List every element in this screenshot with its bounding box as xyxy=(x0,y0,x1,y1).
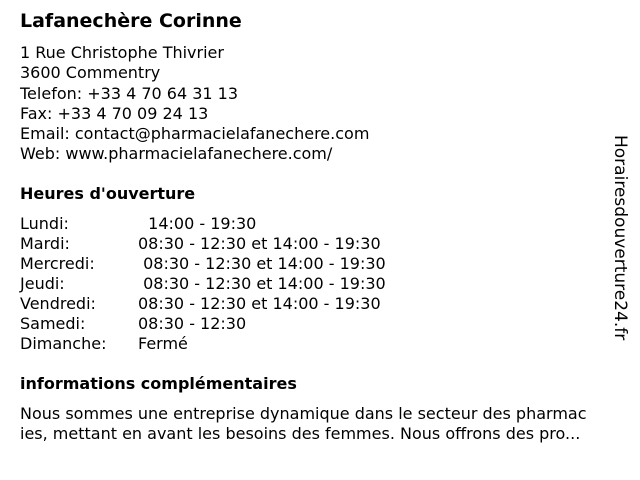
day-label: Mardi: xyxy=(20,234,70,253)
time-range: 08:30 - 12:30 et 14:00 - 19:30 xyxy=(138,274,386,293)
time-range: 08:30 - 12:30 et 14:00 - 19:30 xyxy=(138,254,386,273)
day-label: Vendredi: xyxy=(20,294,96,313)
description-line: ies, mettant en avant les besoins des femmes. Nous offrons des pro... xyxy=(20,424,581,443)
hours-row xyxy=(20,214,386,234)
description xyxy=(20,404,632,444)
hours-row xyxy=(20,254,386,274)
day-label: Mercredi: xyxy=(20,254,95,273)
hours-row xyxy=(20,274,386,294)
hours-heading: Heures d'ouverture xyxy=(20,184,196,203)
watermark-text: Horairesdouverture24.fr xyxy=(610,135,630,341)
hours-row xyxy=(20,314,386,334)
info-heading: informations complémentaires xyxy=(20,374,297,393)
hours-table xyxy=(20,214,386,354)
hours-row xyxy=(20,334,386,354)
day-label: Dimanche: xyxy=(20,334,107,353)
description-line: Nous sommes une entreprise dynamique dans le secteur des pharmac xyxy=(20,404,587,423)
hours-row xyxy=(20,234,386,254)
time-range: 08:30 - 12:30 et 14:00 - 19:30 xyxy=(138,234,381,253)
contact-block xyxy=(20,43,369,165)
time-range: 08:30 - 12:30 et 14:00 - 19:30 xyxy=(138,294,381,313)
business-name: Lafanechère Corinne xyxy=(20,10,242,32)
hours-row xyxy=(20,294,386,314)
time-range: Fermé xyxy=(138,334,188,353)
fax-line: Fax: +33 4 70 09 24 13 xyxy=(20,103,209,123)
address-city: 3600 Commentry xyxy=(20,63,161,83)
address-street: 1 Rue Christophe Thivrier xyxy=(20,43,224,62)
day-label: Lundi: xyxy=(20,214,69,233)
website-line: Web: www.pharmacielafanechere.com/ xyxy=(20,144,333,164)
phone-line: Telefon: +33 4 70 64 31 13 xyxy=(20,83,239,103)
email-line: Email: contact@pharmacielafanechere.com xyxy=(20,124,370,144)
time-range: 14:00 - 19:30 xyxy=(138,214,257,233)
day-label: Samedi: xyxy=(20,314,86,333)
time-range: 08:30 - 12:30 xyxy=(138,314,247,333)
day-label: Jeudi: xyxy=(20,274,65,293)
